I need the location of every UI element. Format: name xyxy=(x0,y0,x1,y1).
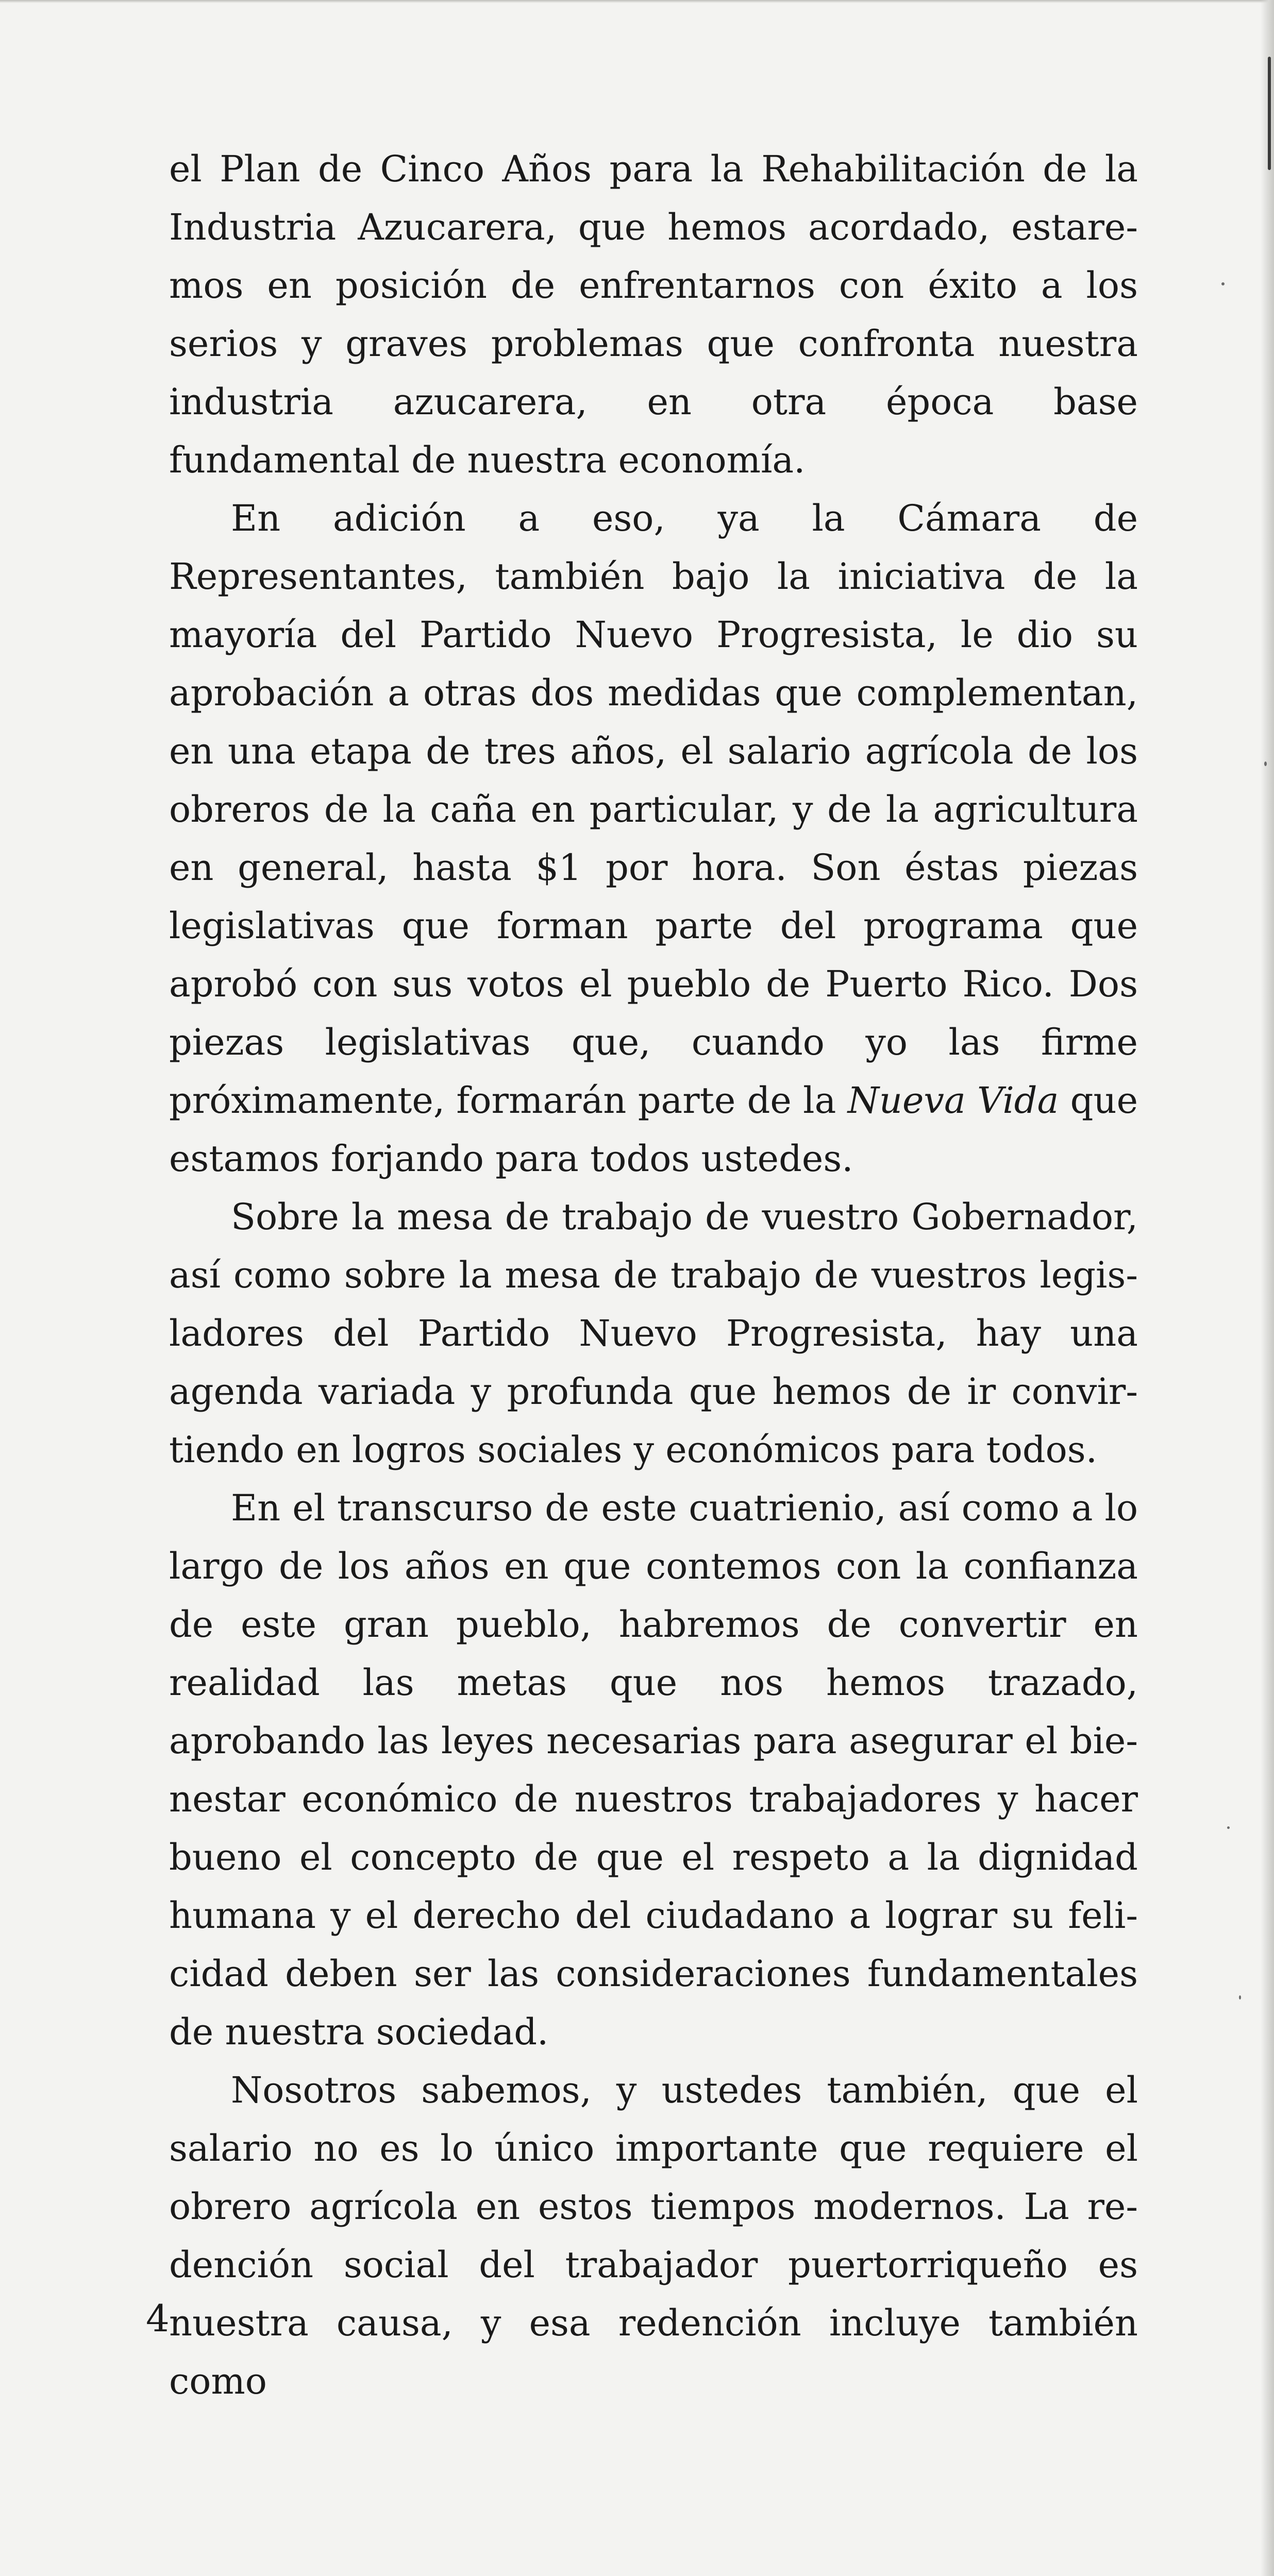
paragraph xyxy=(169,140,1138,489)
paragraph xyxy=(169,489,1138,1188)
italic-title: Nueva Vida xyxy=(847,1079,1059,1122)
paragraph xyxy=(169,1479,1138,2061)
paragraph-text: que estamos forjando para todos ustedes. xyxy=(169,1079,1138,1180)
paragraph-text: Sobre la mesa de trabajo de vuestro Gobernador, así como sobre la mesa de trabajo de vuestros legisladores del Partido Nuevo Progresista, hay una agenda variada y profunda que hemos de ir convirtiendo en logros sociales y económicos para todos. xyxy=(169,1196,1138,1471)
page-number: 4 xyxy=(146,2297,170,2340)
page-top-edge xyxy=(0,0,1274,3)
page-right-edge xyxy=(1261,0,1274,2576)
paragraph-text: Nosotros sabemos, y ustedes también, que el salario no es lo único importante que requiere el obrero agrícola en estos tiempos modernos. La redención social del trabajador puertorriqueño es nuestra causa, y esa redención incluye también como xyxy=(169,2069,1138,2402)
paper-speck xyxy=(1264,761,1267,766)
paragraph-text: el Plan de Cinco Años para la Rehabilitación de la Industria Azucarera, que hemos acordado, estaremos en posición de enfrentarnos con éxito a los serios y graves problemas que confronta nuestra industria azucarera, en otra época base fundamental de nuestra economía. xyxy=(169,148,1138,481)
binding-mark xyxy=(1268,57,1271,170)
body-text xyxy=(169,140,1138,2411)
paper-speck xyxy=(1239,1995,1241,1999)
paper-speck xyxy=(1221,282,1225,285)
paragraph-text: En adición a eso, ya la Cámara de Representantes, también bajo la iniciativa de la mayoría del Partido Nuevo Progresista, le dio su aprobación a otras dos medidas que complementan, en una etapa de tres años, el salario agrícola de los obreros de la caña en particular, y de la agricultura en general, hasta $1 por hora. Son éstas piezas legislativas que forman parte del programa que aprobó con sus votos el pueblo de Puerto Rico. Dos piezas legislativas que, cuando yo las firme próximamente, formarán parte de la xyxy=(169,497,1138,1122)
paper-speck xyxy=(1227,1826,1230,1829)
paragraph xyxy=(169,1188,1138,1479)
paragraph-text: En el transcurso de este cuatrienio, así como a lo largo de los años en que contemos con la confianza de este gran pueblo, habremos de convertir en realidad las metas que nos hemos trazado, aprobando las leyes necesarias para asegurar el bienestar económico de nuestros trabajadores y hacer bueno el concepto de que el respeto a la dignidad humana y el derecho del ciudadano a lograr su felicidad deben ser las consideraciones fundamentales de nuestra sociedad. xyxy=(169,1487,1138,2053)
paragraph xyxy=(169,2061,1138,2411)
